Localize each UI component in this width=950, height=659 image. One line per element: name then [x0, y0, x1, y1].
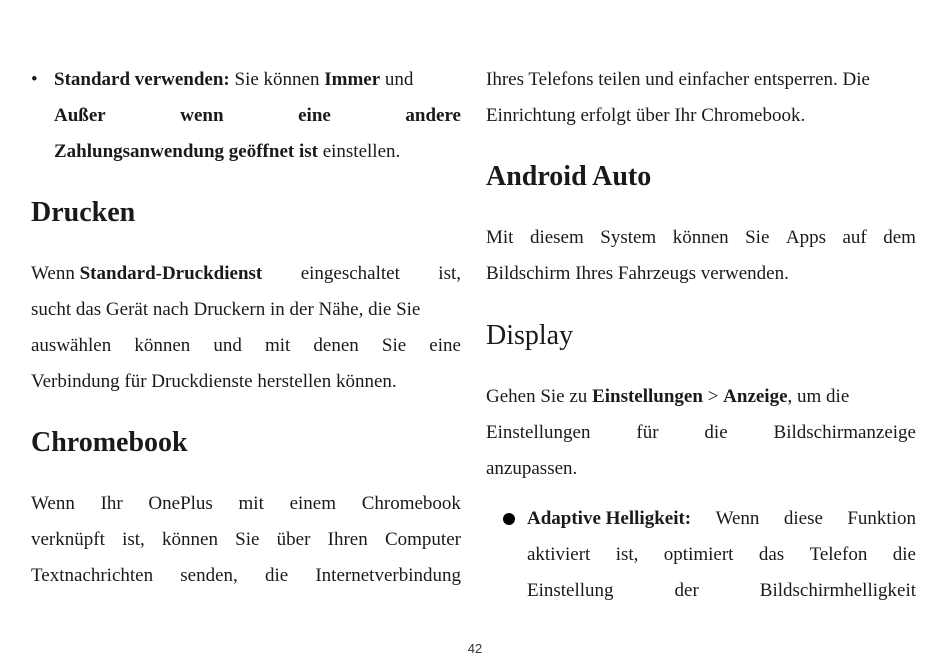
- chromebook-line-1: Wenn Ihr OnePlus mit einem Chromebook: [31, 493, 461, 514]
- android-line-2: Bildschirm Ihres Fahrzeugs verwenden.: [486, 263, 789, 284]
- display-line-3: anzupassen.: [486, 458, 578, 479]
- chromebook-line-2: verknüpft ist, können Sie über Ihren Computer: [31, 529, 461, 550]
- display-line-2: Einstellungen für die Bildschirmanzeige: [486, 422, 916, 443]
- bullet-line-1: Standard verwenden: Sie können Immer und: [54, 69, 414, 90]
- drucken-line-3: auswählen können und mit denen Sie eine: [31, 335, 461, 356]
- display-bullet-line-2: aktiviert ist, optimiert das Telefon die: [527, 544, 916, 565]
- chromebook-line-3: Textnachrichten senden, die Internetverbindung: [31, 565, 461, 586]
- heading-drucken: Drucken: [31, 197, 136, 228]
- bullet-dot-icon: [503, 513, 515, 525]
- display-bullet-line-3: Einstellung der Bildschirmhelligkeit: [527, 580, 916, 601]
- drucken-line-2: sucht das Gerät nach Druckern in der Nähe, die Sie: [31, 299, 421, 320]
- continued-line-2: Einrichtung erfolgt über Ihr Chromebook.: [486, 105, 806, 126]
- drucken-line-4: Verbindung für Druckdienste herstellen können.: [31, 371, 397, 392]
- drucken-line-1: Wenn Standard-Druckdienst eingeschaltet ist,: [31, 263, 461, 284]
- heading-chromebook: Chromebook: [31, 427, 188, 458]
- android-line-1: Mit diesem System können Sie Apps auf dem: [486, 227, 916, 248]
- bullet-line-2: Außer wenn eine andere: [54, 105, 461, 126]
- heading-display: Display: [486, 320, 574, 351]
- page-number: 42: [467, 641, 483, 656]
- display-line-1: Gehen Sie zu Einstellungen > Anzeige, um die: [486, 386, 850, 407]
- heading-android-auto: Android Auto: [486, 161, 652, 192]
- bullet-marker: •: [31, 69, 38, 90]
- display-bullet-line-1: Adaptive Helligkeit: Wenn diese Funktion: [527, 508, 916, 529]
- bullet-line-3: Zahlungsanwendung geöffnet ist einstellen.: [54, 141, 401, 162]
- continued-line-1: Ihres Telefons teilen und einfacher entsperren. Die: [486, 69, 870, 90]
